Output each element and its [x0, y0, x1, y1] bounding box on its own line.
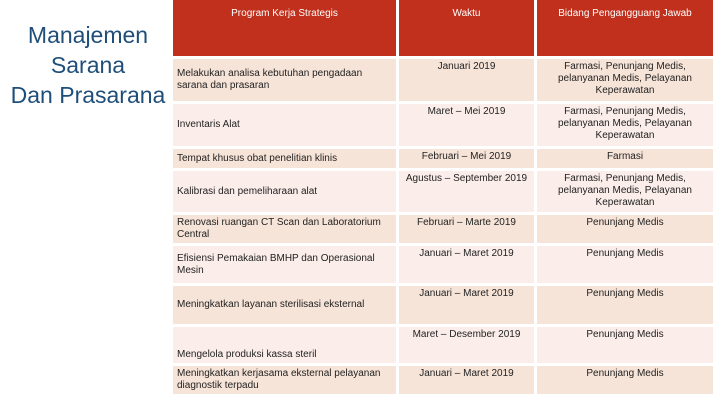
- cell-waktu: Januari – Maret 2019: [399, 246, 537, 286]
- cell-program: Kalibrasi dan pemeliharaan alat: [173, 171, 399, 215]
- header-bidang: Bidang Pengangguang Jawab: [537, 0, 713, 59]
- cell-bidang: Penunjang Medis: [537, 215, 713, 246]
- cell-waktu: Maret – Mei 2019: [399, 104, 537, 149]
- cell-waktu: Februari – Marte 2019: [399, 215, 537, 246]
- cell-waktu: Maret – Desember 2019: [399, 327, 537, 366]
- cell-waktu: Februari – Mei 2019: [399, 149, 537, 171]
- slide-title-line-3: Dan Prasarana: [10, 82, 166, 108]
- slide-title-line-1: Manajemen: [27, 22, 149, 48]
- table-header-row: [173, 0, 713, 59]
- table-row: [173, 327, 713, 366]
- cell-bidang: Farmasi, Penunjang Medis, pelanyanan Medis, Pelayanan Keperawatan: [537, 171, 713, 215]
- cell-bidang: Penunjang Medis: [537, 246, 713, 286]
- cell-program: Tempat khusus obat penelitian klinis: [173, 149, 399, 171]
- cell-waktu: Januari – Maret 2019: [399, 366, 537, 397]
- cell-bidang: Farmasi: [537, 149, 713, 171]
- table-row: [173, 171, 713, 215]
- table-row: [173, 366, 713, 397]
- cell-bidang: Farmasi, Penunjang Medis, pelanyanan Medis, Pelayanan Keperawatan: [537, 59, 713, 104]
- program-table: [173, 0, 713, 397]
- cell-bidang: Penunjang Medis: [537, 286, 713, 327]
- cell-bidang: Farmasi, Penunjang Medis, pelanyanan Medis, Pelayanan Keperawatan: [537, 104, 713, 149]
- cell-program: Renovasi ruangan CT Scan dan Laboratorium Central: [173, 215, 399, 246]
- cell-program: Efisiensi Pemakaian BMHP dan Operasional Mesin: [173, 246, 399, 286]
- cell-program: Meningkatkan layanan sterilisasi eksternal: [173, 286, 399, 327]
- table-row: [173, 286, 713, 327]
- cell-program: Inventaris Alat: [173, 104, 399, 149]
- table-row: [173, 59, 713, 104]
- header-waktu: Waktu: [399, 0, 537, 59]
- cell-bidang: Penunjang Medis: [537, 327, 713, 366]
- cell-waktu: Agustus – September 2019: [399, 171, 537, 215]
- cell-waktu: Januari – Maret 2019: [399, 286, 537, 327]
- cell-bidang: Penunjang Medis: [537, 366, 713, 397]
- table-row: [173, 149, 713, 171]
- table-row: [173, 104, 713, 149]
- cell-program: Meningkatkan kerjasama eksternal pelayanan diagnostik terpadu: [173, 366, 399, 397]
- header-program: Program Kerja Strategis: [173, 0, 399, 59]
- cell-program: Mengelola produksi kassa steril: [173, 327, 399, 366]
- slide-title: [4, 20, 172, 110]
- slide-title-line-2: Sarana: [50, 52, 126, 78]
- table-row: [173, 215, 713, 246]
- table-row: [173, 246, 713, 286]
- cell-program: Melakukan analisa kebutuhan pengadaan sarana dan prasaran: [173, 59, 399, 104]
- cell-waktu: Januari 2019: [399, 59, 537, 104]
